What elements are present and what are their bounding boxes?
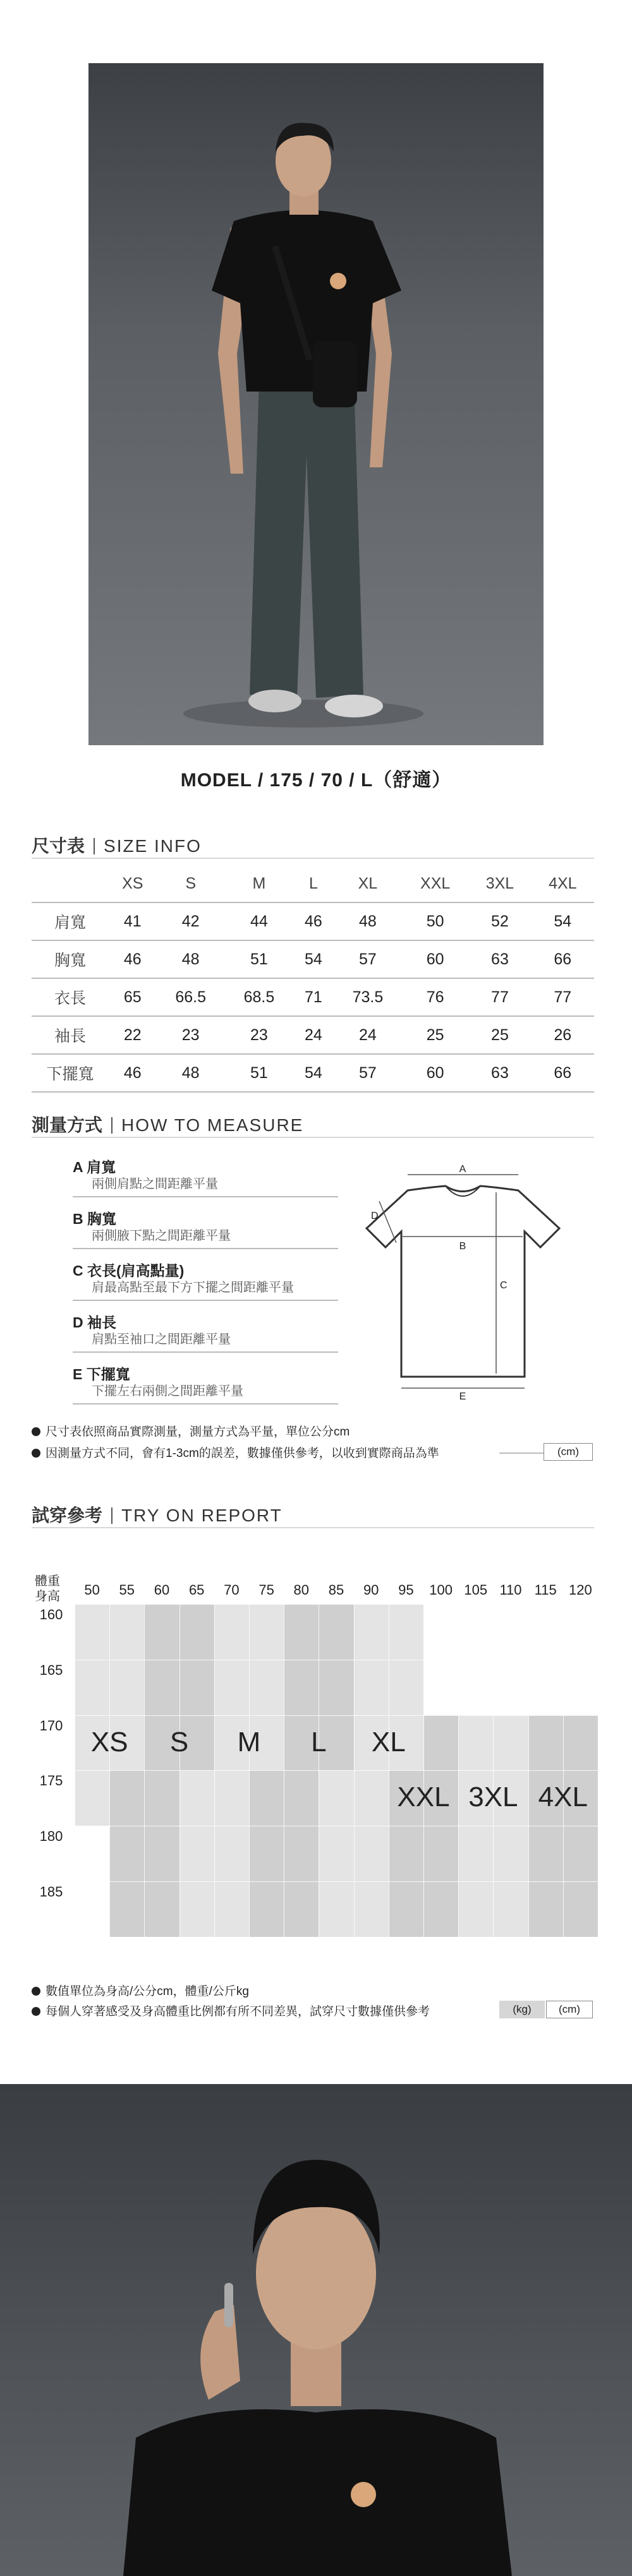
weight-tick-label: 70 bbox=[224, 1582, 240, 1598]
measure-item-d bbox=[73, 1311, 338, 1353]
note-divider bbox=[499, 1453, 544, 1454]
measure-item-a bbox=[73, 1156, 338, 1197]
measure-item-e bbox=[73, 1363, 338, 1405]
grid-line bbox=[598, 1604, 599, 1937]
table-cell: 26 bbox=[532, 1016, 594, 1054]
tryon-note-2: 每個人穿著感受及身高體重比例都有所不同差異，試穿尺寸數據僅供參考 bbox=[32, 2002, 430, 2019]
weight-tick-label: 75 bbox=[258, 1582, 274, 1598]
diagram-label-e: E bbox=[459, 1391, 466, 1402]
grid-line bbox=[75, 1715, 598, 1716]
weight-tick-label: 100 bbox=[429, 1582, 453, 1598]
size-info-title-zh: 尺寸表 bbox=[32, 836, 85, 856]
size-label: L bbox=[311, 1726, 327, 1758]
table-cell: 25 bbox=[402, 1016, 468, 1054]
table-cell: 24 bbox=[293, 1016, 334, 1054]
weight-tick-label: 65 bbox=[188, 1582, 205, 1598]
diagram-label-a: A bbox=[459, 1164, 466, 1175]
height-tick-label: 175 bbox=[39, 1773, 63, 1789]
header-divider bbox=[111, 1117, 112, 1134]
weight-tick-label: 80 bbox=[293, 1582, 310, 1598]
height-tick-label: 185 bbox=[39, 1884, 63, 1900]
table-cell: 73.5 bbox=[334, 978, 402, 1016]
weight-tick-label: 55 bbox=[119, 1582, 135, 1598]
size-label: S bbox=[169, 1726, 189, 1758]
table-cell: 22 bbox=[109, 1016, 157, 1054]
size-label: XL bbox=[371, 1726, 406, 1758]
header-divider bbox=[111, 1507, 112, 1524]
table-cell: 24 bbox=[334, 1016, 402, 1054]
size-region bbox=[75, 1770, 109, 1826]
weight-tick-label: 105 bbox=[464, 1582, 488, 1598]
measure-key: E bbox=[73, 1366, 83, 1382]
size-info-header bbox=[32, 832, 594, 859]
table-row bbox=[32, 1054, 594, 1092]
bullet-icon bbox=[32, 1987, 40, 1996]
row-label: 肩寬 bbox=[32, 902, 109, 940]
table-cell: 66.5 bbox=[157, 978, 225, 1016]
tshirt-outline-icon bbox=[367, 1186, 559, 1377]
table-cell: 23 bbox=[157, 1016, 225, 1054]
size-table-header-row bbox=[32, 865, 594, 902]
weight-tick-label: 60 bbox=[154, 1582, 170, 1598]
table-cell: 42 bbox=[157, 902, 225, 940]
table-cell: 63 bbox=[468, 940, 531, 978]
measure-title-en: HOW TO MEASURE bbox=[121, 1115, 304, 1135]
size-label: XS bbox=[90, 1726, 128, 1758]
size-label: M bbox=[237, 1726, 261, 1758]
table-cell: 50 bbox=[402, 902, 468, 940]
axis-height-label: 身高 bbox=[35, 1590, 60, 1603]
measure-name: 衣長(肩高點量) bbox=[87, 1262, 185, 1279]
weight-axis bbox=[75, 1582, 599, 1601]
size-label: 4XL bbox=[538, 1782, 588, 1813]
size-label: 3XL bbox=[468, 1782, 518, 1813]
grid-line bbox=[75, 1937, 598, 1938]
table-cell: 54 bbox=[532, 902, 594, 940]
height-tick-label: 165 bbox=[39, 1662, 63, 1678]
height-tick-label: 160 bbox=[39, 1607, 63, 1622]
tryon-grid bbox=[75, 1604, 598, 1937]
table-cell: 46 bbox=[109, 1054, 157, 1092]
table-cell: 57 bbox=[334, 1054, 402, 1092]
weight-tick-label: 95 bbox=[398, 1582, 414, 1598]
tryon-note-1: 數值單位為身高/公分cm，體重/公斤kg bbox=[32, 1982, 249, 1999]
row-label: 下擺寬 bbox=[32, 1054, 109, 1092]
table-cell: 77 bbox=[468, 978, 531, 1016]
table-cell: 71 bbox=[293, 978, 334, 1016]
table-cell: 65 bbox=[109, 978, 157, 1016]
height-tick-label: 170 bbox=[39, 1717, 63, 1734]
size-col-header: XS bbox=[109, 865, 157, 902]
weight-tick-label: 50 bbox=[84, 1582, 100, 1598]
table-cell: 57 bbox=[334, 940, 402, 978]
diagram-label-d: D bbox=[371, 1211, 379, 1221]
measure-desc: 肩最高點至最下方下擺之間距離平量 bbox=[73, 1278, 338, 1301]
measure-key: C bbox=[73, 1262, 83, 1279]
table-cell: 51 bbox=[225, 940, 293, 978]
measure-desc: 肩點至袖口之間距離平量 bbox=[73, 1330, 338, 1353]
measure-item-c bbox=[73, 1259, 338, 1301]
table-cell: 46 bbox=[293, 902, 334, 940]
unit-cm-box: (cm) bbox=[544, 1443, 593, 1461]
size-col-header: M bbox=[225, 865, 293, 902]
size-col-header: S bbox=[157, 865, 225, 902]
table-cell: 60 bbox=[402, 940, 468, 978]
table-cell: 51 bbox=[225, 1054, 293, 1092]
table-cell: 48 bbox=[157, 1054, 225, 1092]
model-caption: MODEL / 175 / 70 / L（舒適） bbox=[180, 770, 452, 791]
axis-corner-labels bbox=[32, 1574, 63, 1604]
measure-title-zh: 測量方式 bbox=[32, 1115, 103, 1135]
size-table-corner bbox=[32, 865, 109, 902]
bullet-icon bbox=[32, 1427, 40, 1436]
tryon-header bbox=[32, 1502, 594, 1528]
diagram-label-c: C bbox=[500, 1280, 507, 1291]
table-cell: 66 bbox=[532, 940, 594, 978]
row-label: 胸寬 bbox=[32, 940, 109, 978]
grid-line bbox=[75, 1881, 598, 1882]
height-tick-label: 180 bbox=[39, 1828, 63, 1845]
size-col-header: XL bbox=[334, 865, 402, 902]
size-table bbox=[32, 865, 594, 1093]
measure-key: A bbox=[73, 1159, 83, 1175]
height-axis bbox=[32, 1604, 71, 1932]
table-cell: 68.5 bbox=[225, 978, 293, 1016]
table-cell: 66 bbox=[532, 1054, 594, 1092]
table-cell: 48 bbox=[157, 940, 225, 978]
measure-desc: 兩側肩點之間距離平量 bbox=[73, 1175, 338, 1197]
weight-tick-label: 115 bbox=[534, 1582, 557, 1598]
table-cell: 25 bbox=[468, 1016, 531, 1054]
model-photo bbox=[88, 63, 544, 745]
table-cell: 76 bbox=[402, 978, 468, 1016]
diagram-label-b: B bbox=[459, 1241, 466, 1252]
tryon-title-en: TRY ON REPORT bbox=[121, 1506, 283, 1525]
weight-tick-label: 85 bbox=[328, 1582, 344, 1598]
grid-line bbox=[75, 1604, 598, 1605]
grid-line bbox=[75, 1770, 598, 1771]
measure-desc: 兩側腋下點之間距離平量 bbox=[73, 1226, 338, 1249]
unit-cm-box: (cm) bbox=[546, 2001, 593, 2018]
table-cell: 46 bbox=[109, 940, 157, 978]
measure-name: 胸寬 bbox=[87, 1211, 117, 1227]
table-cell: 54 bbox=[293, 1054, 334, 1092]
bullet-icon bbox=[32, 2007, 40, 2016]
table-cell: 52 bbox=[468, 902, 531, 940]
measure-key: D bbox=[73, 1314, 83, 1331]
row-label: 衣長 bbox=[32, 978, 109, 1016]
model-figure-illustration bbox=[88, 63, 544, 745]
measure-name: 肩寬 bbox=[87, 1159, 116, 1175]
measure-name: 下擺寬 bbox=[86, 1366, 130, 1382]
table-cell: 23 bbox=[225, 1016, 293, 1054]
table-cell: 63 bbox=[468, 1054, 531, 1092]
tryon-title-zh: 試穿參考 bbox=[32, 1506, 103, 1525]
weight-tick-label: 90 bbox=[363, 1582, 379, 1598]
table-row bbox=[32, 978, 594, 1016]
model-closeup-photo bbox=[0, 2084, 632, 2576]
measure-item-b bbox=[73, 1207, 338, 1249]
table-cell: 54 bbox=[293, 940, 334, 978]
measure-note-2: 因測量方式不同，會有1-3cm的誤差，數據僅供參考，以收到實際商品為準 bbox=[32, 1444, 439, 1461]
weight-tick-label: 120 bbox=[569, 1582, 592, 1598]
table-cell: 44 bbox=[225, 902, 293, 940]
measure-header bbox=[32, 1111, 594, 1138]
table-row bbox=[32, 940, 594, 978]
header-divider bbox=[94, 838, 95, 854]
size-col-header: L bbox=[293, 865, 334, 902]
size-col-header: 4XL bbox=[532, 865, 594, 902]
tshirt-measure-diagram bbox=[357, 1162, 572, 1402]
weight-tick-label: 110 bbox=[499, 1582, 522, 1598]
measure-desc: 下擺左右兩側之間距離平量 bbox=[73, 1382, 338, 1405]
size-label: XXL bbox=[397, 1782, 450, 1813]
closeup-figure-illustration bbox=[0, 2084, 632, 2576]
size-info-title-en: SIZE INFO bbox=[104, 836, 202, 856]
unit-kg-box: (kg) bbox=[499, 2001, 545, 2018]
size-region bbox=[423, 1715, 458, 1771]
table-row bbox=[32, 1016, 594, 1054]
axis-weight-label: 體重 bbox=[35, 1574, 60, 1588]
row-label: 袖長 bbox=[32, 1016, 109, 1054]
measure-note-1: 尺寸表依照商品實際測量，測量方式為平量，單位公分cm bbox=[32, 1422, 349, 1439]
size-col-header: 3XL bbox=[468, 865, 531, 902]
measure-name: 袖長 bbox=[87, 1314, 117, 1331]
measure-key: B bbox=[73, 1211, 83, 1227]
table-row bbox=[32, 902, 594, 940]
table-cell: 60 bbox=[402, 1054, 468, 1092]
bullet-icon bbox=[32, 1449, 40, 1458]
table-cell: 41 bbox=[109, 902, 157, 940]
size-col-header: XXL bbox=[402, 865, 468, 902]
table-cell: 48 bbox=[334, 902, 402, 940]
table-cell: 77 bbox=[532, 978, 594, 1016]
